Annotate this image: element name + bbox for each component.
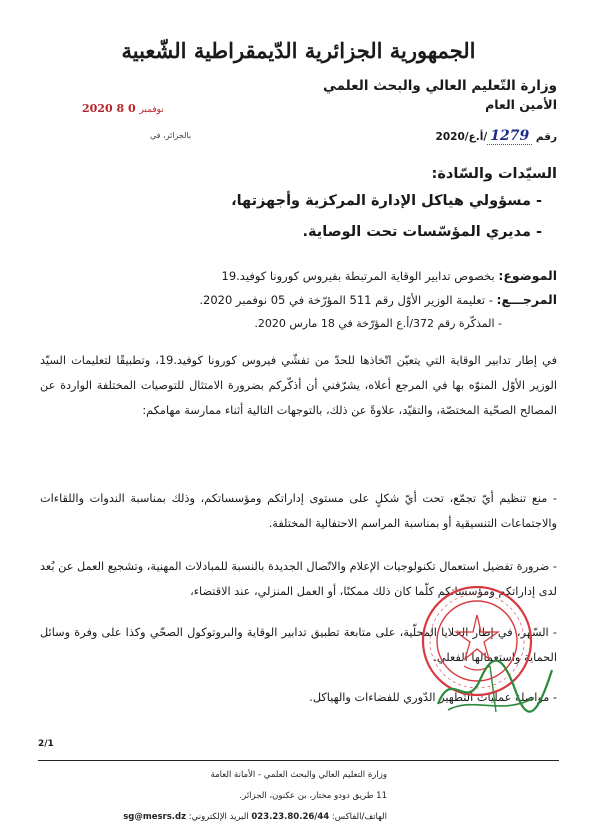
footer-email[interactable]: sg@mesrs.dz [123,812,187,822]
ref-number-handwritten: 1279 [487,128,532,145]
directive-item-2: - ضرورة تفضيل استعمال تكنولوجيات الإعلام والاتّصال الجديدة بالنسبة للمبادلات المهنية، وتشجيع العمل عن بُعد لدى إداراتكم ومؤسساتكم كلّما كان ذلك ممكنًا، أو العمل المنزلي، عند الاقتضاء، [40,560,557,598]
stamp-year: 2020 [82,102,113,115]
footer-ministry: وزارة التعليم العالي والبحث العلمي - الأمانة العامة [210,770,387,780]
footer-phone-label: الهاتف/الفاكس: [331,812,387,822]
directive-item-1: - منع تنظيم أيّ تجمّع، تحت أيّ شكلٍ على مستوى إداراتكم ومؤسساتكم، وذلك بمناسبة الندوات واللقاءات والاجتماعات التنسيقية أو بمناسبة المراسم الاحتفالية المختلفة. [40,492,557,530]
subject-text: بخصوص تدابير الوقاية المرتبطة بفيروس كورونا كوفيد.19 [221,269,495,283]
addressee-line-1: - مسؤولي هياكل الإدارة المركزية وأجهزتها، [231,193,542,209]
directive-item-3: - السّهر، في إطار الخلايا المحلّية، على متابعة تطبيق تدابير الوقاية والبروتوكول الصحّي وكذا على وفرة وسائل الحماية واستعمالها الفعلي. [40,626,557,664]
reference-item-2: - المذكّرة رقم 372/أ.ع المؤرّخة في 18 مارس 2020. [254,317,502,330]
place-date-line: بالجزائر، في [150,131,192,140]
footer-contact [123,812,387,822]
ref-prefix: رقم [535,131,557,143]
footer-phone: 023.23.80.26/44 [251,812,330,822]
body-intro-paragraph: في إطار تدابير الوقاية التي يتعيّن اتّخاذها للحدّ من تفشّي فيروس كورونا كوفيد.19، وتطبيقًا لتعليمات السيّد الوزير الأوّل المنوّه بها في المرجع أعلاه، يشرّفني أن أذكّركم بضرورة الامتثال للتوصيات المختلفة الواردة عن المصالح الصحّية المختصّة، والتقيّد، علاوةً عن ذلك، بالتوجهات التالية أثناء ممارسة مهامكم: [40,354,557,417]
footer-divider [38,760,559,761]
reference-number [436,128,557,145]
ministry-name: وزارة التّعليم العالي والبحث العلمي [322,78,557,94]
footer-email-label: البريد الإلكتروني: [188,812,249,822]
page-number: 2/1 [38,739,54,749]
references-line [199,292,557,307]
stamp-month: نوفمبر [139,105,164,115]
addressee-greeting: السيّدات والسّادة: [431,166,557,182]
ref-suffix: /أ.ع/2020 [435,131,488,143]
addressee-line-2: - مديري المؤسّسات تحت الوصاية. [302,224,542,240]
references-label: المرجـــع: [496,292,557,307]
footer-address: 11 طريق دودو مختار، بن عكنون، الجزائر. [239,791,387,801]
date-stamp [82,102,164,115]
stamp-day: 0 8 [116,102,136,115]
subject-line [222,268,557,283]
subject-label: الموضوع: [498,268,557,283]
directive-item-4: - مواصلة عمليات التّطهير الدّوري للفضاءات والهياكل. [309,691,557,704]
secretary-general-title: الأمين العام [485,97,557,112]
reference-item-1: - تعليمة الوزير الأوّل رقم 511 المؤرّخة في 05 نوفمبر 2020. [199,293,493,307]
republic-header: الجمهورية الجزائرية الدّيمقراطية الشّعبية [121,38,476,63]
signature-icon [430,652,560,722]
